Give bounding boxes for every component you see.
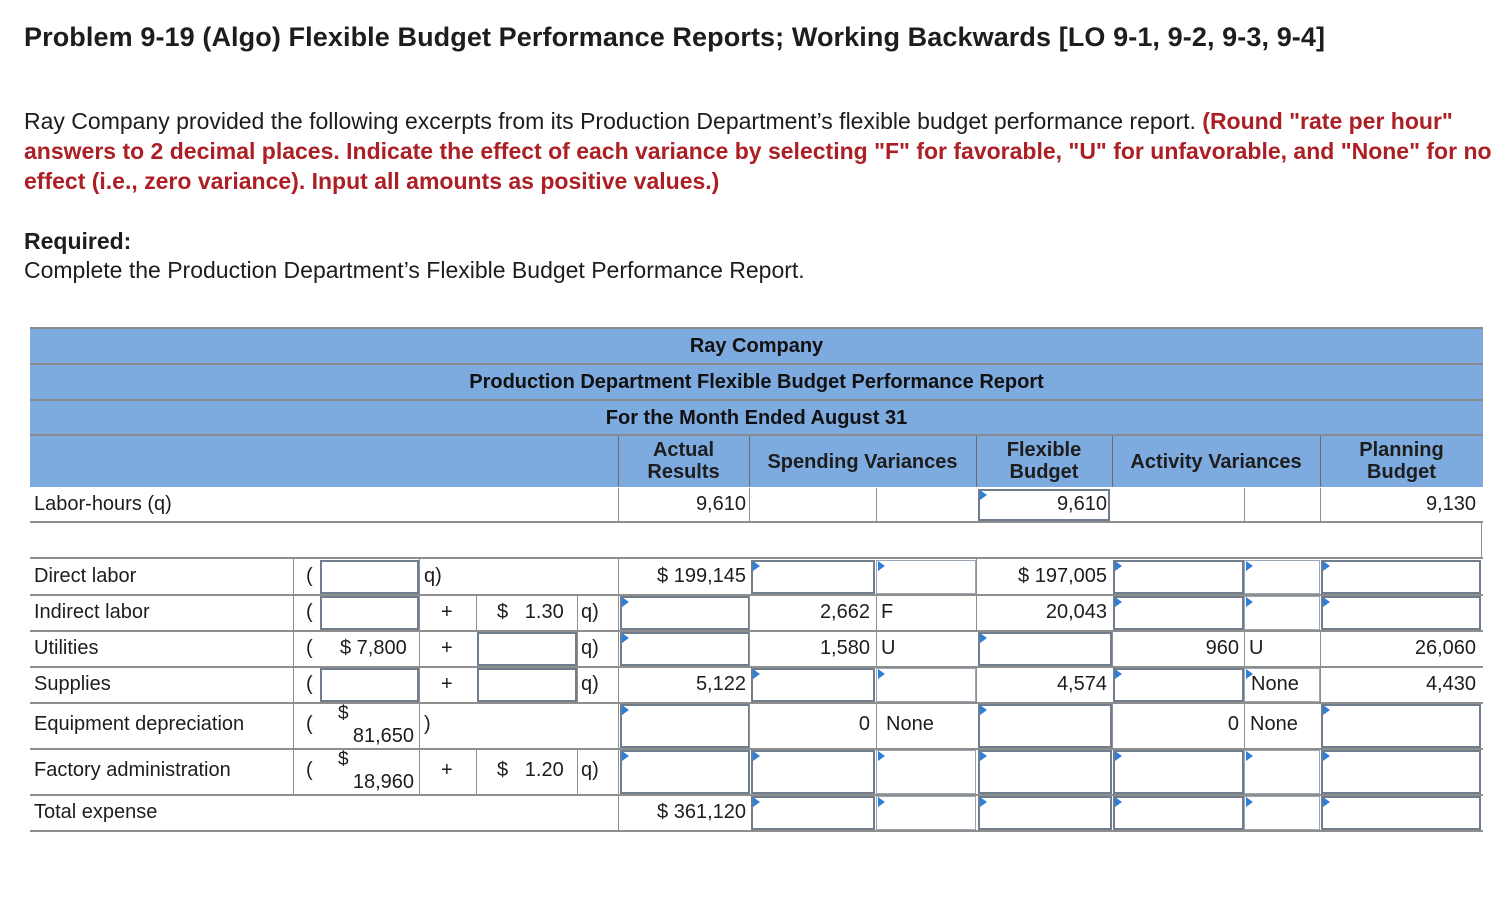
row-equipment-depreciation-label: Equipment depreciation: [34, 713, 245, 735]
grid-line: [577, 632, 578, 667]
indirect-labor-spending-amount: 2,662: [819, 601, 870, 623]
plus-sign: +: [441, 673, 453, 695]
grid-line: [293, 632, 294, 667]
input-marker-icon: [1115, 669, 1122, 679]
labor-hours-planning: 9,130: [1425, 493, 1476, 515]
input-marker-icon: [1115, 561, 1122, 571]
paren-open: (: [306, 759, 313, 781]
grid-line: [293, 596, 294, 631]
grid-line: [30, 557, 1483, 559]
supplies-spending-amount-input[interactable]: [751, 668, 875, 702]
row-factory-administration-label: Factory administration: [34, 759, 231, 781]
factory-rate: $ 1.20: [497, 759, 564, 781]
utilities-activity-amount: 960: [1205, 637, 1239, 659]
grid-line: [876, 632, 877, 667]
row-total-expense-label: Total expense: [34, 801, 158, 823]
grid-line: [976, 668, 977, 703]
input-marker-icon: [1323, 797, 1330, 807]
grid-line: [618, 559, 619, 595]
input-marker-icon: [1323, 751, 1330, 761]
factory-planning-input[interactable]: [1321, 750, 1481, 794]
dropdown-marker-icon: [878, 669, 885, 679]
input-marker-icon: [1115, 597, 1122, 607]
grid-line: [1244, 488, 1245, 522]
total-flexible-input[interactable]: [978, 796, 1112, 830]
grid-line: [749, 488, 750, 522]
equipment-spending-effect: None: [886, 713, 934, 735]
grid-line: [1112, 704, 1113, 749]
grid-line: [419, 632, 420, 667]
grid-line: [876, 488, 877, 522]
factory-fixed-dollar: $: [338, 749, 349, 770]
grid-line: [618, 596, 619, 631]
direct-labor-activity-effect-select[interactable]: [1244, 560, 1320, 594]
utilities-activity-effect: U: [1249, 637, 1264, 659]
report-band-period: [30, 399, 1483, 435]
paren-open: (: [306, 713, 313, 735]
equipment-fixed-dollar: $: [338, 703, 349, 724]
grid-line: [577, 750, 578, 795]
grid-line: [618, 796, 619, 831]
grid-line: [476, 750, 477, 795]
total-activity-effect-select[interactable]: [1244, 796, 1320, 830]
formula-close: q): [581, 637, 599, 659]
grid-line: [976, 559, 977, 595]
equipment-activity-amount: 0: [1227, 713, 1239, 735]
indirect-labor-activity-effect-select[interactable]: [1244, 596, 1320, 630]
supplies-flexible: 4,574: [1056, 673, 1107, 695]
grid-line: [30, 521, 1483, 523]
grid-line: [1244, 632, 1245, 667]
direct-labor-planning-input[interactable]: [1321, 560, 1481, 594]
col-planning-line1: Planning: [1359, 439, 1444, 461]
grid-line: [876, 596, 877, 631]
total-activity-amount-input[interactable]: [1113, 796, 1244, 830]
direct-labor-flexible: $ 197,005: [1018, 565, 1107, 587]
input-marker-icon: [980, 751, 987, 761]
utilities-spending-effect: U: [881, 637, 896, 659]
dropdown-marker-icon: [1246, 597, 1253, 607]
col-planning-line2: Budget: [1367, 461, 1436, 483]
utilities-planning: 26,060: [1414, 637, 1476, 659]
equipment-activity-effect: None: [1250, 713, 1298, 735]
report-band-title: [30, 363, 1483, 399]
supplies-spending-effect-select[interactable]: [876, 668, 976, 702]
indirect-labor-spending-effect: F: [881, 601, 894, 623]
supplies-activity-effect: None: [1251, 673, 1299, 695]
indirect-labor-actual-input[interactable]: [620, 596, 750, 630]
grid-line: [30, 702, 1483, 704]
input-marker-icon: [980, 705, 987, 715]
formula-close: q): [581, 601, 599, 623]
formula-close: q): [424, 565, 442, 587]
row-supplies-label: Supplies: [34, 673, 111, 695]
grid-line: [419, 596, 420, 631]
report-company: Ray Company: [689, 335, 824, 357]
grid-line: [419, 668, 420, 703]
supplies-planning: 4,430: [1425, 673, 1476, 695]
grid-line: [749, 596, 750, 631]
total-spending-effect-select[interactable]: [876, 796, 976, 830]
grid-line: [1244, 704, 1245, 749]
input-marker-icon: [1115, 797, 1122, 807]
factory-actual-input[interactable]: [620, 750, 750, 794]
grid-line: [618, 704, 619, 749]
equipment-planning-input[interactable]: [1321, 704, 1481, 748]
utilities-actual-input[interactable]: [620, 632, 750, 666]
grid-line: [577, 668, 578, 703]
report-title: Production Department Flexible Budget Performance Report: [469, 371, 1044, 393]
input-marker-icon: [622, 705, 629, 715]
indirect-labor-rate: $ 1.30: [497, 601, 564, 623]
direct-labor-fixed-input[interactable]: [320, 560, 419, 594]
dropdown-marker-icon: [1246, 751, 1253, 761]
supplies-actual: 5,122: [695, 673, 746, 695]
equipment-fixed-amount: 81,650: [352, 725, 414, 747]
labor-hours-actual: 9,610: [695, 493, 746, 515]
input-marker-icon: [1323, 705, 1330, 715]
factory-spending-amount-input[interactable]: [751, 750, 875, 794]
col-flexible-line1: Flexible: [1006, 439, 1082, 461]
grid-line: [1320, 632, 1321, 667]
utilities-fixed-cost: $ 7,800: [340, 637, 407, 659]
grid-line: [293, 668, 294, 703]
input-marker-icon: [753, 561, 760, 571]
indirect-labor-planning-input[interactable]: [1321, 596, 1481, 630]
labor-hours-label: Labor-hours (q): [34, 493, 172, 515]
required-label: Required:: [24, 228, 132, 254]
equipment-actual-input[interactable]: [620, 704, 750, 748]
utilities-spending-amount: 1,580: [819, 637, 870, 659]
grid-line: [1112, 632, 1113, 667]
factory-fixed-amount: 18,960: [352, 771, 414, 793]
grid-line: [618, 750, 619, 795]
grid-line: [419, 704, 420, 749]
col-flexible-line2: Budget: [1009, 461, 1079, 483]
grid-line: [476, 596, 477, 631]
utilities-rate-input[interactable]: [477, 632, 577, 666]
grid-line: [1320, 488, 1321, 522]
supplies-activity-amount-input[interactable]: [1113, 668, 1244, 702]
utilities-flexible-input[interactable]: [978, 632, 1112, 666]
indirect-labor-activity-amount-input[interactable]: [1113, 596, 1244, 630]
plus-sign: +: [441, 637, 453, 659]
grid-line: [1481, 523, 1482, 559]
intro-paragraph: [24, 106, 1512, 196]
grid-line: [419, 750, 420, 795]
input-marker-icon: [1323, 597, 1330, 607]
input-marker-icon: [753, 751, 760, 761]
paren-close: ): [424, 713, 431, 735]
total-expense-actual: $ 361,120: [657, 801, 746, 823]
instructions-text: (Round "rate per hour" answers to 2 decimal places. Indicate the effect of each variance by selecting "F" for favorable, "U" for unfavorable, and "None" for no effect (i.e., zero variance). Input all amounts as positive values.): [24, 108, 1492, 194]
input-marker-icon: [1323, 561, 1330, 571]
supplies-fixed-input[interactable]: [320, 668, 419, 702]
required-text: Complete the Production Department’s Flexible Budget Performance Report.: [24, 257, 805, 283]
row-utilities-label: Utilities: [34, 637, 99, 659]
grid-line: [618, 668, 619, 703]
formula-close: q): [581, 673, 599, 695]
grid-line: [293, 704, 294, 749]
paren-open: (: [306, 637, 313, 659]
labor-hours-flexible: 9,610: [1056, 493, 1107, 515]
direct-labor-spending-effect-select[interactable]: [876, 560, 976, 594]
dropdown-marker-icon: [878, 751, 885, 761]
factory-activity-effect-select[interactable]: [1244, 750, 1320, 794]
total-planning-input[interactable]: [1321, 796, 1481, 830]
grid-line: [293, 750, 294, 795]
grid-line: [30, 630, 1483, 632]
grid-line: [1320, 668, 1321, 703]
col-actual-line1: Actual: [652, 439, 715, 461]
input-marker-icon: [1115, 751, 1122, 761]
paren-open: (: [306, 601, 313, 623]
grid-line: [749, 704, 750, 749]
dropdown-marker-icon: [1246, 561, 1253, 571]
indirect-labor-fixed-input[interactable]: [320, 596, 419, 630]
dropdown-marker-icon: [878, 797, 885, 807]
col-spending-header: Spending Variances: [767, 451, 958, 473]
grid-line: [419, 559, 420, 595]
grid-line: [876, 704, 877, 749]
grid-line: [577, 596, 578, 631]
supplies-rate-input[interactable]: [477, 668, 577, 702]
problem-title: Problem 9-19 (Algo) Flexible Budget Performance Reports; Working Backwards [LO 9-1, 9-2, 9-3, 9-4]: [24, 22, 1326, 52]
grid-line: [749, 632, 750, 667]
paren-open: (: [306, 673, 313, 695]
col-actual-header: [618, 439, 749, 483]
input-marker-icon: [753, 669, 760, 679]
report-band-company: [30, 327, 1483, 363]
input-marker-icon: [980, 633, 987, 643]
formula-close: q): [581, 759, 599, 781]
factory-spending-effect-select[interactable]: [876, 750, 976, 794]
col-planning-header: [1320, 439, 1483, 483]
input-marker-icon: [980, 797, 987, 807]
plus-sign: +: [441, 759, 453, 781]
input-marker-icon: [622, 751, 629, 761]
indirect-labor-flexible: 20,043: [1045, 601, 1107, 623]
input-marker-icon: [753, 797, 760, 807]
dropdown-marker-icon: [878, 561, 885, 571]
input-marker-icon: [622, 597, 629, 607]
grid-line: [30, 830, 1483, 832]
direct-labor-spending-amount-input[interactable]: [751, 560, 875, 594]
intro-text: Ray Company provided the following excerpts from its Production Department’s flexible budget performance report.: [24, 108, 1196, 134]
grid-line: [618, 488, 619, 522]
input-marker-icon: [622, 633, 629, 643]
total-spending-amount-input[interactable]: [751, 796, 875, 830]
grid-line: [618, 632, 619, 667]
row-direct-labor-label: Direct labor: [34, 565, 137, 587]
direct-labor-activity-amount-input[interactable]: [1113, 560, 1244, 594]
report-period: For the Month Ended August 31: [605, 407, 908, 429]
row-indirect-labor-label: Indirect labor: [34, 601, 150, 623]
col-activity-header: Activity Variances: [1130, 451, 1302, 473]
col-flexible-header: [976, 439, 1112, 483]
dropdown-marker-icon: [1246, 797, 1253, 807]
factory-activity-amount-input[interactable]: [1113, 750, 1244, 794]
equipment-spending-amount: 0: [858, 713, 870, 735]
factory-flexible-input[interactable]: [978, 750, 1112, 794]
equipment-flexible-input[interactable]: [978, 704, 1112, 748]
grid-line: [293, 559, 294, 595]
grid-line: [976, 596, 977, 631]
plus-sign: +: [441, 601, 453, 623]
direct-labor-actual: $ 199,145: [657, 565, 746, 587]
paren-open: (: [306, 565, 313, 587]
col-actual-line2: Results: [647, 461, 720, 483]
